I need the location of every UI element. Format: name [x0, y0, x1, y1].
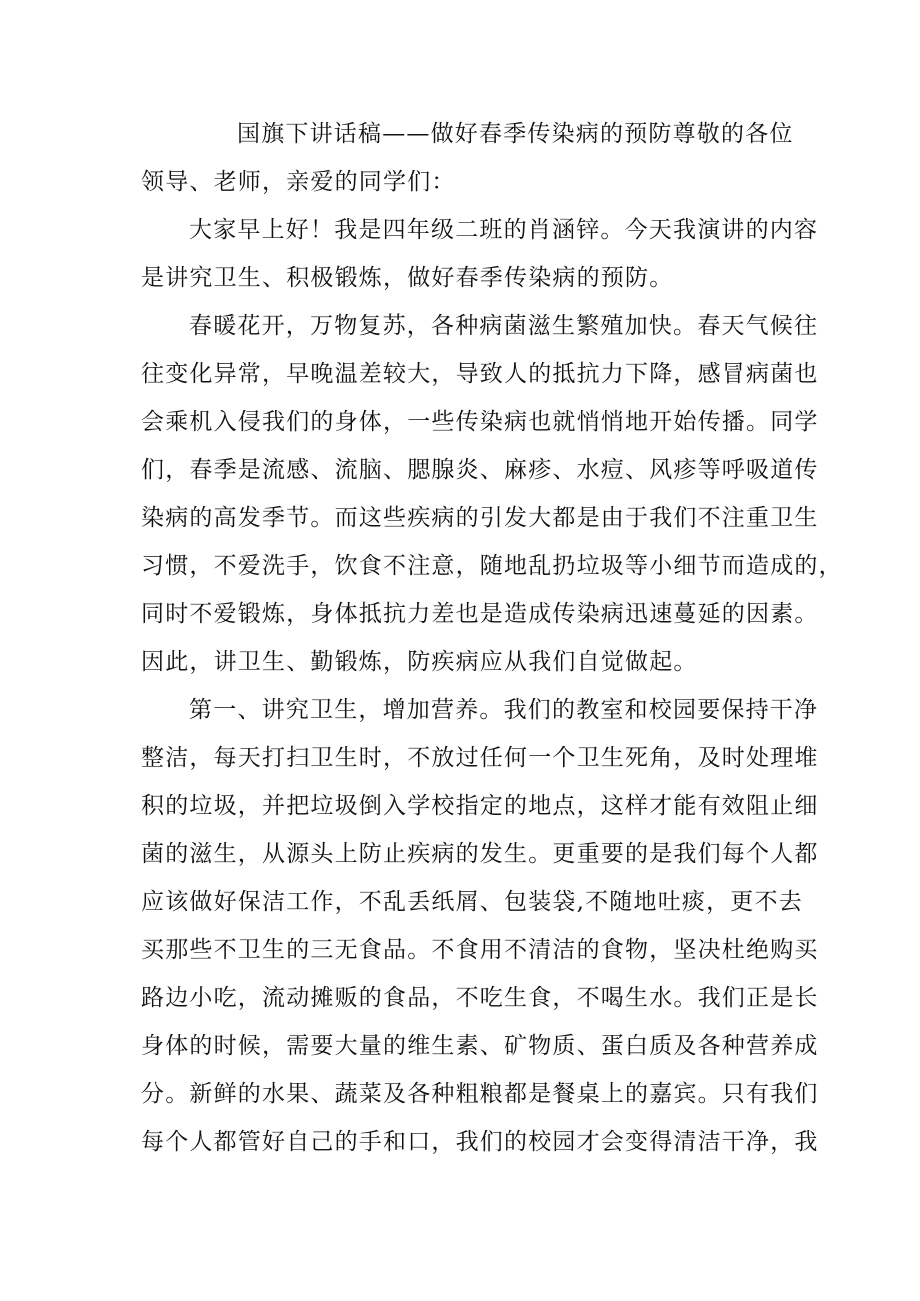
paragraph-3-line: 第一、讲究卫生，增加营养。我们的教室和校园要保持干净 — [189, 697, 819, 723]
paragraph-3-line: 应该做好保洁工作，不乱丢纸屑、包装袋,不随地吐痰，更不去 — [141, 889, 803, 915]
paragraph-1-line: 大家早上好！我是四年级二班的肖涵锌。今天我演讲的内容 — [189, 217, 819, 243]
greeting-line: 领导、老师，亲爱的同学们： — [141, 169, 456, 195]
paragraph-2-line: 习惯，不爱洗手，饮食不注意，随地乱扔垃圾等小细节而造成的， — [141, 553, 843, 579]
paragraph-3-line: 买那些不卫生的三无食品。不食用不清洁的食物，坚决杜绝购买 — [141, 937, 819, 963]
paragraph-2-line: 染病的高发季节。而这些疾病的引发大都是由于我们不注重卫生 — [141, 505, 819, 531]
paragraph-3-line: 菌的滋生，从源头上防止疾病的发生。更重要的是我们每个人都 — [141, 841, 819, 867]
paragraph-2-line: 因此，讲卫生、勤锻炼，防疾病应从我们自觉做起。 — [141, 649, 698, 675]
paragraph-1-line: 是讲究卫生、积极锻炼，做好春季传染病的预防。 — [141, 265, 674, 291]
title-line: 国旗下讲话稿——做好春季传染病的预防尊敬的各位 — [237, 121, 794, 147]
paragraph-2-line: 春暖花开，万物复苏，各种病菌滋生繁殖加快。春天气候往 — [189, 313, 819, 339]
paragraph-3-line: 分。新鲜的水果、蔬菜及各种粗粮都是餐桌上的嘉宾。只有我们 — [141, 1081, 819, 1107]
paragraph-3-line: 整洁，每天打扫卫生时，不放过任何一个卫生死角，及时处理堆 — [141, 745, 819, 771]
paragraph-2-line: 同时不爱锻炼，身体抵抗力差也是造成传染病迅速蔓延的因素。 — [141, 601, 819, 627]
paragraph-3-line: 每个人都管好自己的手和口，我们的校园才会变得清洁干净，我 — [141, 1129, 819, 1155]
paragraph-2-line: 会乘机入侵我们的身体，一些传染病也就悄悄地开始传播。同学 — [141, 409, 819, 435]
paragraph-2-line: 往变化异常，早晚温差较大，导致人的抵抗力下降，感冒病菌也 — [141, 361, 819, 387]
paragraph-2-line: 们，春季是流感、流脑、腮腺炎、麻疹、水痘、风疹等呼吸道传 — [141, 457, 819, 483]
speech-text — [141, 110, 843, 1166]
paragraph-3-line: 路边小吃，流动摊贩的食品，不吃生食，不喝生水。我们正是长 — [141, 985, 819, 1011]
paragraph-3-line: 积的垃圾，并把垃圾倒入学校指定的地点，这样才能有效阻止细 — [141, 793, 819, 819]
paragraph-3-line: 身体的时候，需要大量的维生素、矿物质、蛋白质及各种营养成 — [141, 1033, 819, 1059]
